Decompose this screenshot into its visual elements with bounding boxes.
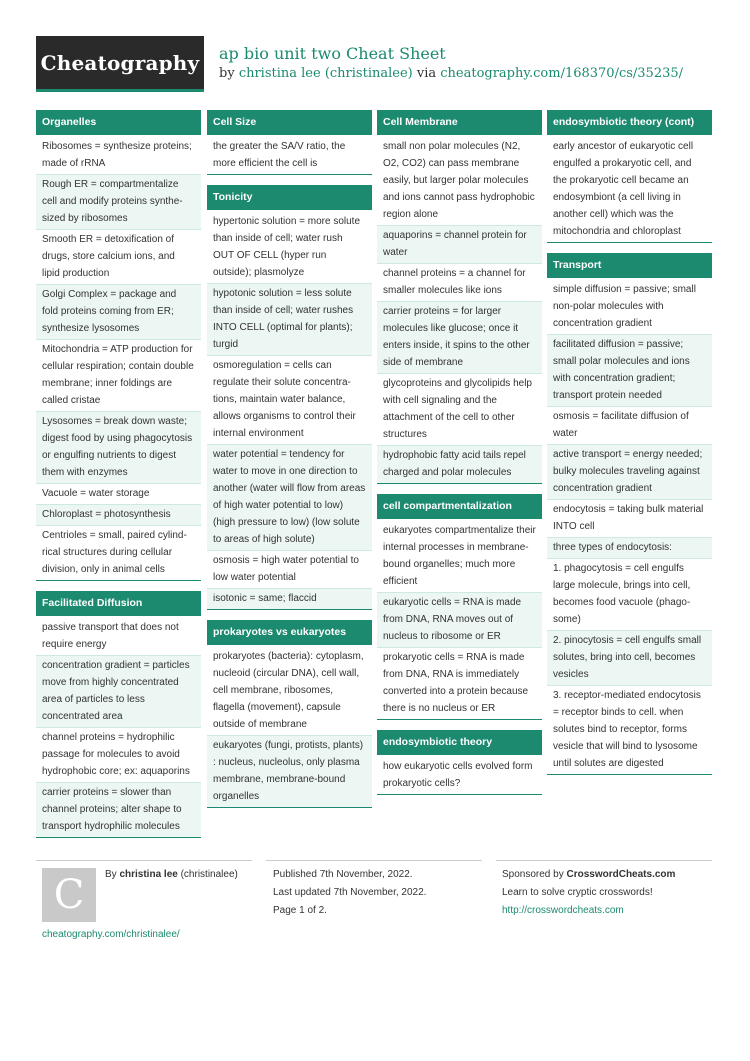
section-row: Rough ER = compartmentalize cell and modify proteins synthesized by ribosomes [36,175,201,230]
section-row: 2. pinocytosis = cell engulfs small solutes, bring into cell, becomes vesicles [547,631,712,686]
page-title: ap bio unit two Cheat Sheet [219,44,446,63]
section-cell-membrane [377,110,542,484]
section-row: hydrophobic fatty acid tails repel charged and polar molecules [377,446,542,484]
footer-author [105,866,238,884]
section-row: active transport = energy needed; bulky molecules traveling against concentration gradient [547,445,712,500]
section-prokaryotes-vs-eukaryotes [207,620,372,808]
section-row: Golgi Complex = package and fold proteins coming from ER; synthesize lysosomes [36,285,201,340]
section-tonicity [207,185,372,610]
page-number: Page 1 of 2. [273,905,327,916]
section-row: concentration gradient = particles move from highly concentrated area of particles to less concentrated area [36,656,201,728]
byline-by: by [219,66,239,81]
sponsor-url-link[interactable]: http://crosswordcheats.com [502,905,624,916]
section-row: carrier proteins = slower than channel proteins; alter shape to transport hydrophilic molecules [36,783,201,838]
section-row: prokaryotes (bacteria): cytoplasm, nucleoid (circular DNA), cell wall, cell membrane, ribosomes, flagella (movement), capsule outside of membrane [207,647,372,736]
column-2 [207,110,372,818]
section-row: water potential = tendency for water to move in one direction to another (water will flow from areas of high water potential to low) (high pressure to low) (low solute to areas of high solute) [207,445,372,551]
section-row: hypertonic solution = more solute than inside of cell; water rush OUT OF CELL (hyper run outside); plasmolyze [207,212,372,284]
column-4 [547,110,712,785]
section-row: Smooth ER = detoxification of drugs, store calcium ions, and lipid production [36,230,201,285]
footer-author-name[interactable]: christina lee [119,869,178,880]
section-row: eukaryotic cells = RNA is made from DNA, RNA moves out of nucleus to ribosome or ER [377,593,542,648]
sheet-url-link[interactable]: cheatography.com/168370/cs/35235/ [440,66,684,81]
footer-by: By [105,869,120,880]
profile-link[interactable]: cheatography.com/christinalee/ [42,929,180,940]
section-row: channel proteins = a channel for smaller molecules like ions [377,264,542,302]
sponsor-line [502,866,675,884]
section-row: early ancestor of eukaryotic cell engulfed a prokaryotic cell, and the prokaryotic cell became an endosymbiont (a cell living in another cell) which was the mitochondria and chloroplast [547,137,712,243]
sponsor-name[interactable]: CrosswordCheats.com [566,869,676,880]
section-heading: endosymbiotic theory (cont) [547,110,712,135]
section-row: aquaporins = channel protein for water [377,226,542,264]
section-cell-size [207,110,372,175]
section-row: glycoproteins and glycolipids help with cell signaling and the attachment of the cell to other structures [377,374,542,446]
section-row: carrier proteins = for larger molecules like glucose; once it enters inside, it spins to the other side of membrane [377,302,542,374]
section-row: Vacuole = water storage [36,484,201,505]
column-3 [377,110,542,805]
published-date: Published 7th November, 2022. [273,869,413,880]
section-facilitated-diffusion [36,591,201,838]
section-row: prokaryotic cells = RNA is made from DNA, RNA is immediately converted into a protein because there is no nucleus or ER [377,648,542,720]
section-row: isotonic = same; flaccid [207,589,372,610]
section-row: endocytosis = taking bulk material INTO cell [547,500,712,538]
section-row: 3. receptor-mediated endocytosis = receptor binds to cell. when solutes bind to receptor, forms vesicle that will bind to lysosome until solutes are digested [547,686,712,775]
section-endosymbiotic-theory-cont [547,110,712,243]
section-row: small non polar molecules (N2, O2, CO2) can pass membrane easily, but larger polar molecules and ions cannot pass hydrophobic region alone [377,137,542,226]
footer-author-handle: (christinalee) [177,869,238,880]
section-heading: endosymbiotic theory [377,730,542,755]
section-row: the greater the SA/V ratio, the more efficient the cell is [207,137,372,175]
section-endosymbiotic-theory [377,730,542,795]
sponsor-prefix: Sponsored by [502,869,567,880]
byline [219,66,683,81]
section-row: osmosis = high water potential to low water potential [207,551,372,589]
logo-text: Cheatography [40,50,200,75]
avatar[interactable] [42,868,96,922]
section-row: Mitochondria = ATP production for cellular respiration; contain double membrane; inner foldings are called cristae [36,340,201,412]
section-row: hypotonic solution = less solute than inside of cell; water rushes INTO CELL (optimal for plants); turgid [207,284,372,356]
section-cell-compartmentalization [377,494,542,720]
section-heading: Tonicity [207,185,372,210]
section-heading: prokaryotes vs eukaryotes [207,620,372,645]
byline-via: via [412,66,441,81]
section-heading: Organelles [36,110,201,135]
section-row: osmoregulation = cells can regulate their solute concentrations, maintain water balance, allows organisms to control their internal environment [207,356,372,445]
section-row: 1. phagocytosis = cell engulfs large molecule, brings into cell, becomes food vacuole (phagosome) [547,559,712,631]
sponsor-tagline: Learn to solve cryptic crosswords! [502,887,653,898]
section-row: three types of endocytosis: [547,538,712,559]
section-row: Lysosomes = break down waste; digest food by using phagocytosis or engulfing nutrients to digest them with enzymes [36,412,201,484]
section-row: Chloroplast = photosynthesis [36,505,201,526]
avatar-letter: C [53,872,85,918]
section-organelles [36,110,201,581]
section-heading: Cell Size [207,110,372,135]
section-row: eukaryotes (fungi, protists, plants) : nucleus, nucleolus, only plasma membrane, membrane-bound organelles [207,736,372,808]
section-row: passive transport that does not require energy [36,618,201,656]
column-1 [36,110,201,848]
section-row: eukaryotes compartmentalize their internal processes in membrane-bound organelles; much more efficient [377,521,542,593]
section-heading: Facilitated Diffusion [36,591,201,616]
section-heading: Cell Membrane [377,110,542,135]
section-row: how eukaryotic cells evolved form prokaryotic cells? [377,757,542,795]
section-heading: cell compartmentalization [377,494,542,519]
section-row: simple diffusion = passive; small non-polar molecules with concentration gradient [547,280,712,335]
section-row: osmosis = facilitate diffusion of water [547,407,712,445]
section-row: Centrioles = small, paired cylindrical structures during cellular division, only in animal cells [36,526,201,581]
updated-date: Last updated 7th November, 2022. [273,887,427,898]
author-link[interactable]: christina lee (christinalee) [238,66,413,81]
section-transport [547,253,712,775]
cheatography-logo[interactable] [36,36,204,92]
section-row: Ribosomes = synthesize proteins; made of rRNA [36,137,201,175]
section-row: facilitated diffusion = passive; small polar molecules and ions with concentration gradient; transport protein needed [547,335,712,407]
section-row: channel proteins = hydrophilic passage for molecules to avoid hydrophobic core; ex: aquaporins [36,728,201,783]
section-heading: Transport [547,253,712,278]
